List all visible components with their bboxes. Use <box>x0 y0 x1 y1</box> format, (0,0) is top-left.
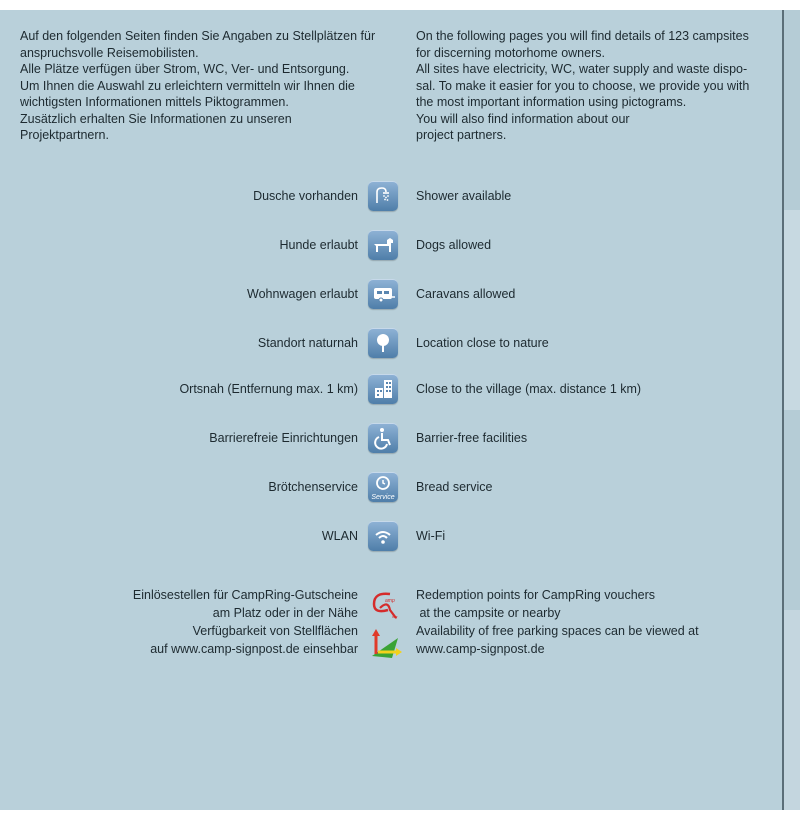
intro-en-line: project partners. <box>416 128 507 142</box>
legend-label-de: WLAN <box>321 529 358 543</box>
intro-de-line: Auf den folgenden Seiten finden Sie Angaben zu Stellplätzen für <box>20 29 376 43</box>
campring-de-line: am Platz oder in der Nähe <box>212 606 358 620</box>
intro-en-line: the most important information using pictograms. <box>416 95 687 109</box>
legend-label-de: Hunde erlaubt <box>279 238 358 252</box>
legend-label-de: Ortsnah (Entfernung max. 1 km) <box>179 382 358 396</box>
legend-label-de: Brötchenservice <box>268 480 358 494</box>
legend-label-en: Caravans allowed <box>416 287 516 301</box>
intro-de-line: Alle Plätze verfügen über Strom, WC, Ver- und Entsorgung. <box>20 62 350 76</box>
intro-en-line: sal. To make it easier for you to choose, we provide you with <box>416 78 750 93</box>
wheelchair-icon <box>368 423 398 453</box>
signpost-en-line: Availability of free parking spaces can be viewed at <box>416 624 699 638</box>
signpost-label-en <box>416 622 699 658</box>
legend-row-bread <box>0 472 782 502</box>
legend-label-en: Barrier-free facilities <box>416 431 528 445</box>
intro-de-line: anspruchsvolle Reisemobilisten. <box>20 45 199 60</box>
intro-en-line: for discerning motorhome owners. <box>416 45 605 60</box>
legend-row-barrier-free <box>0 423 782 453</box>
legend-row-village <box>0 374 782 404</box>
campring-en-line: Redemption points for CampRing vouchers <box>416 588 656 602</box>
campring-label-de <box>133 586 358 622</box>
svg-text:ing: ing <box>392 614 398 619</box>
legend-row-signpost <box>0 622 782 658</box>
camp-signpost-icon <box>368 624 402 658</box>
legend-label-en: Shower available <box>416 189 512 203</box>
campring-en-line: at the campsite or nearby <box>416 606 561 620</box>
signpost-de-line: Verfügbarkeit von Stellflächen <box>192 624 358 638</box>
tree-icon <box>368 328 398 358</box>
intro-en-line: All sites have electricity, WC, water supply and waste dispo- <box>416 62 748 76</box>
bread-service-icon <box>368 472 398 502</box>
intro-de-line: Projektpartnern. <box>20 128 109 142</box>
legend-row-wifi <box>0 521 782 551</box>
legend-label-en: Location close to nature <box>416 336 549 350</box>
intro-text-german <box>20 28 380 144</box>
intro-en-line: On the following pages you will find details of 123 campsites <box>416 29 749 43</box>
side-gutter <box>784 10 800 810</box>
campring-de-line: Einlösestellen für CampRing-Gutscheine <box>132 588 358 602</box>
intro-en-line: You will also find information about our <box>416 111 630 126</box>
legend-label-en: Dogs allowed <box>416 238 492 252</box>
intro-text-english <box>416 28 766 144</box>
legend-row-nature <box>0 328 782 358</box>
legend-label-en: Wi-Fi <box>416 529 446 543</box>
legend-row-dogs <box>0 230 782 260</box>
signpost-label-de <box>150 622 358 658</box>
buildings-icon <box>368 374 398 404</box>
intro-de-line: Um Ihnen die Auswahl zu erleichtern vermitteln wir Ihnen die <box>20 78 355 93</box>
campring-label-en <box>416 586 655 622</box>
wifi-icon <box>368 521 398 551</box>
signpost-de-line: auf www.camp-signpost.de einsehbar <box>150 642 358 656</box>
legend-label-de: Wohnwagen erlaubt <box>247 287 358 301</box>
legend-row-caravans <box>0 279 782 309</box>
legend-label-en: Close to the village (max. distance 1 km) <box>416 382 642 396</box>
signpost-en-line: www.camp-signpost.de <box>416 642 545 656</box>
intro-de-line: wichtigsten Informationen mittels Piktogrammen. <box>20 95 289 109</box>
campring-logo-icon <box>368 588 402 622</box>
legend-label-de: Standort naturnah <box>257 336 358 350</box>
legend-label-en: Bread service <box>416 480 493 494</box>
bread-service-icon-text: Service <box>371 494 395 501</box>
svg-text:amp: amp <box>385 598 395 604</box>
shower-icon <box>368 181 398 211</box>
dog-icon <box>368 230 398 260</box>
caravan-icon <box>368 279 398 309</box>
legend-row-shower <box>0 181 782 211</box>
legend-label-de: Dusche vorhanden <box>253 189 358 203</box>
legend-label-de: Barrierefreie Einrichtungen <box>209 431 358 445</box>
intro-de-line: Zusätzlich erhalten Sie Informationen zu unseren <box>20 111 292 126</box>
legend-row-campring <box>0 586 782 622</box>
